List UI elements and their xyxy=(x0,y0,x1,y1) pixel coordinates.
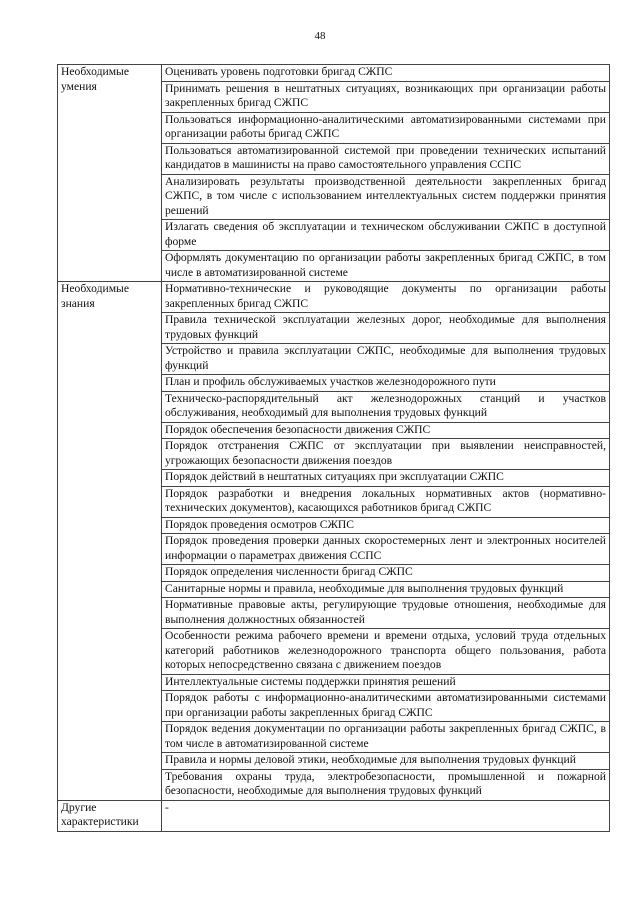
requirement-item: Порядок работы с информационно-аналитическими автоматизированными системами при организации работы закрепленных бригад СЖПС xyxy=(162,691,610,722)
page-number: 48 xyxy=(314,30,326,42)
section-label-line: знания xyxy=(61,296,95,310)
table-row xyxy=(58,800,610,831)
requirement-item: Порядок разработки и внедрения локальных нормативных актов (нормативно-технических документов), касающихся работников бригад СЖПС xyxy=(162,486,610,517)
requirement-item: Оформлять документацию по организации работы закрепленных бригад СЖПС, в том числе в автоматизированной системе xyxy=(162,251,610,282)
requirement-item: Устройство и правила эксплуатации СЖПС, необходимые для выполнения трудовых функций xyxy=(162,344,610,375)
requirement-item: Правила технической эксплуатации железных дорог, необходимые для выполнения трудовых функций xyxy=(162,313,610,344)
requirement-item: Пользоваться автоматизированной системой при проведении технических испытаний кандидатов в машинисты на право самостоятельного управления ССПС xyxy=(162,143,610,174)
section-label-line: Необходимые xyxy=(61,65,129,78)
section-label xyxy=(58,800,162,831)
requirement-item: Порядок проведения осмотров СЖПС xyxy=(162,517,610,534)
requirement-item: Порядок обеспечения безопасности движения СЖПС xyxy=(162,422,610,439)
section-label xyxy=(58,65,162,282)
requirement-item: Порядок определения численности бригад СЖПС xyxy=(162,565,610,582)
section-label-line: умения xyxy=(61,79,97,93)
requirement-item: Требования охраны труда, электробезопасности, промышленной и пожарной безопасности, необходимые для выполнения трудовых функций xyxy=(162,769,610,800)
requirement-item: Порядок действий в нештатных ситуациях при эксплуатации СЖПС xyxy=(162,470,610,487)
requirement-item: - xyxy=(162,800,610,831)
table-row xyxy=(58,282,610,313)
requirement-item: Правила и нормы деловой этики, необходимые для выполнения трудовых функций xyxy=(162,753,610,770)
requirement-item: План и профиль обслуживаемых участков железнодорожного пути xyxy=(162,375,610,392)
requirement-item: Излагать сведения об эксплуатации и техническом обслуживании СЖПС в доступной форме xyxy=(162,220,610,251)
requirement-item: Порядок проведения проверки данных скоростемерных лент и электронных носителей информации о параметрах движения ССПС xyxy=(162,534,610,565)
requirement-item: Оценивать уровень подготовки бригад СЖПС xyxy=(162,65,610,82)
requirements-table xyxy=(57,64,610,832)
requirement-item: Порядок отстранения СЖПС от эксплуатации при выявлении неисправностей, угрожающих безопасности движения поездов xyxy=(162,439,610,470)
requirement-item: Нормативные правовые акты, регулирующие трудовые отношения, необходимые для выполнения должностных обязанностей xyxy=(162,598,610,629)
requirement-item: Анализировать результаты производственной деятельности закрепленных бригад СЖПС, в том числе с использованием интеллектуальных систем поддержки принятия решений xyxy=(162,174,610,220)
requirement-item: Техническо-распорядительный акт железнодорожных станций и участков обслуживания, необходимый для выполнения трудовых функций xyxy=(162,391,610,422)
requirements-table-body xyxy=(58,65,610,832)
requirement-item: Интеллектуальные системы поддержки принятия решений xyxy=(162,674,610,691)
requirement-item: Санитарные нормы и правила, необходимые для выполнения трудовых функций xyxy=(162,581,610,598)
requirement-item: Нормативно-технические и руководящие документы по организации работы закрепленных бригад СЖПС xyxy=(162,282,610,313)
section-label-line: Необходимые xyxy=(61,282,129,295)
table-row xyxy=(58,65,610,82)
section-label-line: характеристики xyxy=(61,815,139,828)
requirement-item: Особенности режима рабочего времени и времени отдыха, условий труда отдельных категорий работников железнодорожного транспорта общего пользования, работа которых непосредственно связана с движением поездов xyxy=(162,629,610,675)
requirement-item: Принимать решения в нештатных ситуациях, возникающих при организации работы закрепленных бригад СЖПС xyxy=(162,81,610,112)
requirement-item: Порядок ведения документации по организации работы закрепленных бригад СЖПС, в том числе в автоматизированной системе xyxy=(162,722,610,753)
section-label-line: Другие xyxy=(61,800,97,814)
section-label xyxy=(58,282,162,801)
requirement-item: Пользоваться информационно-аналитическими автоматизированными системами при организации работы бригад СЖПС xyxy=(162,112,610,143)
